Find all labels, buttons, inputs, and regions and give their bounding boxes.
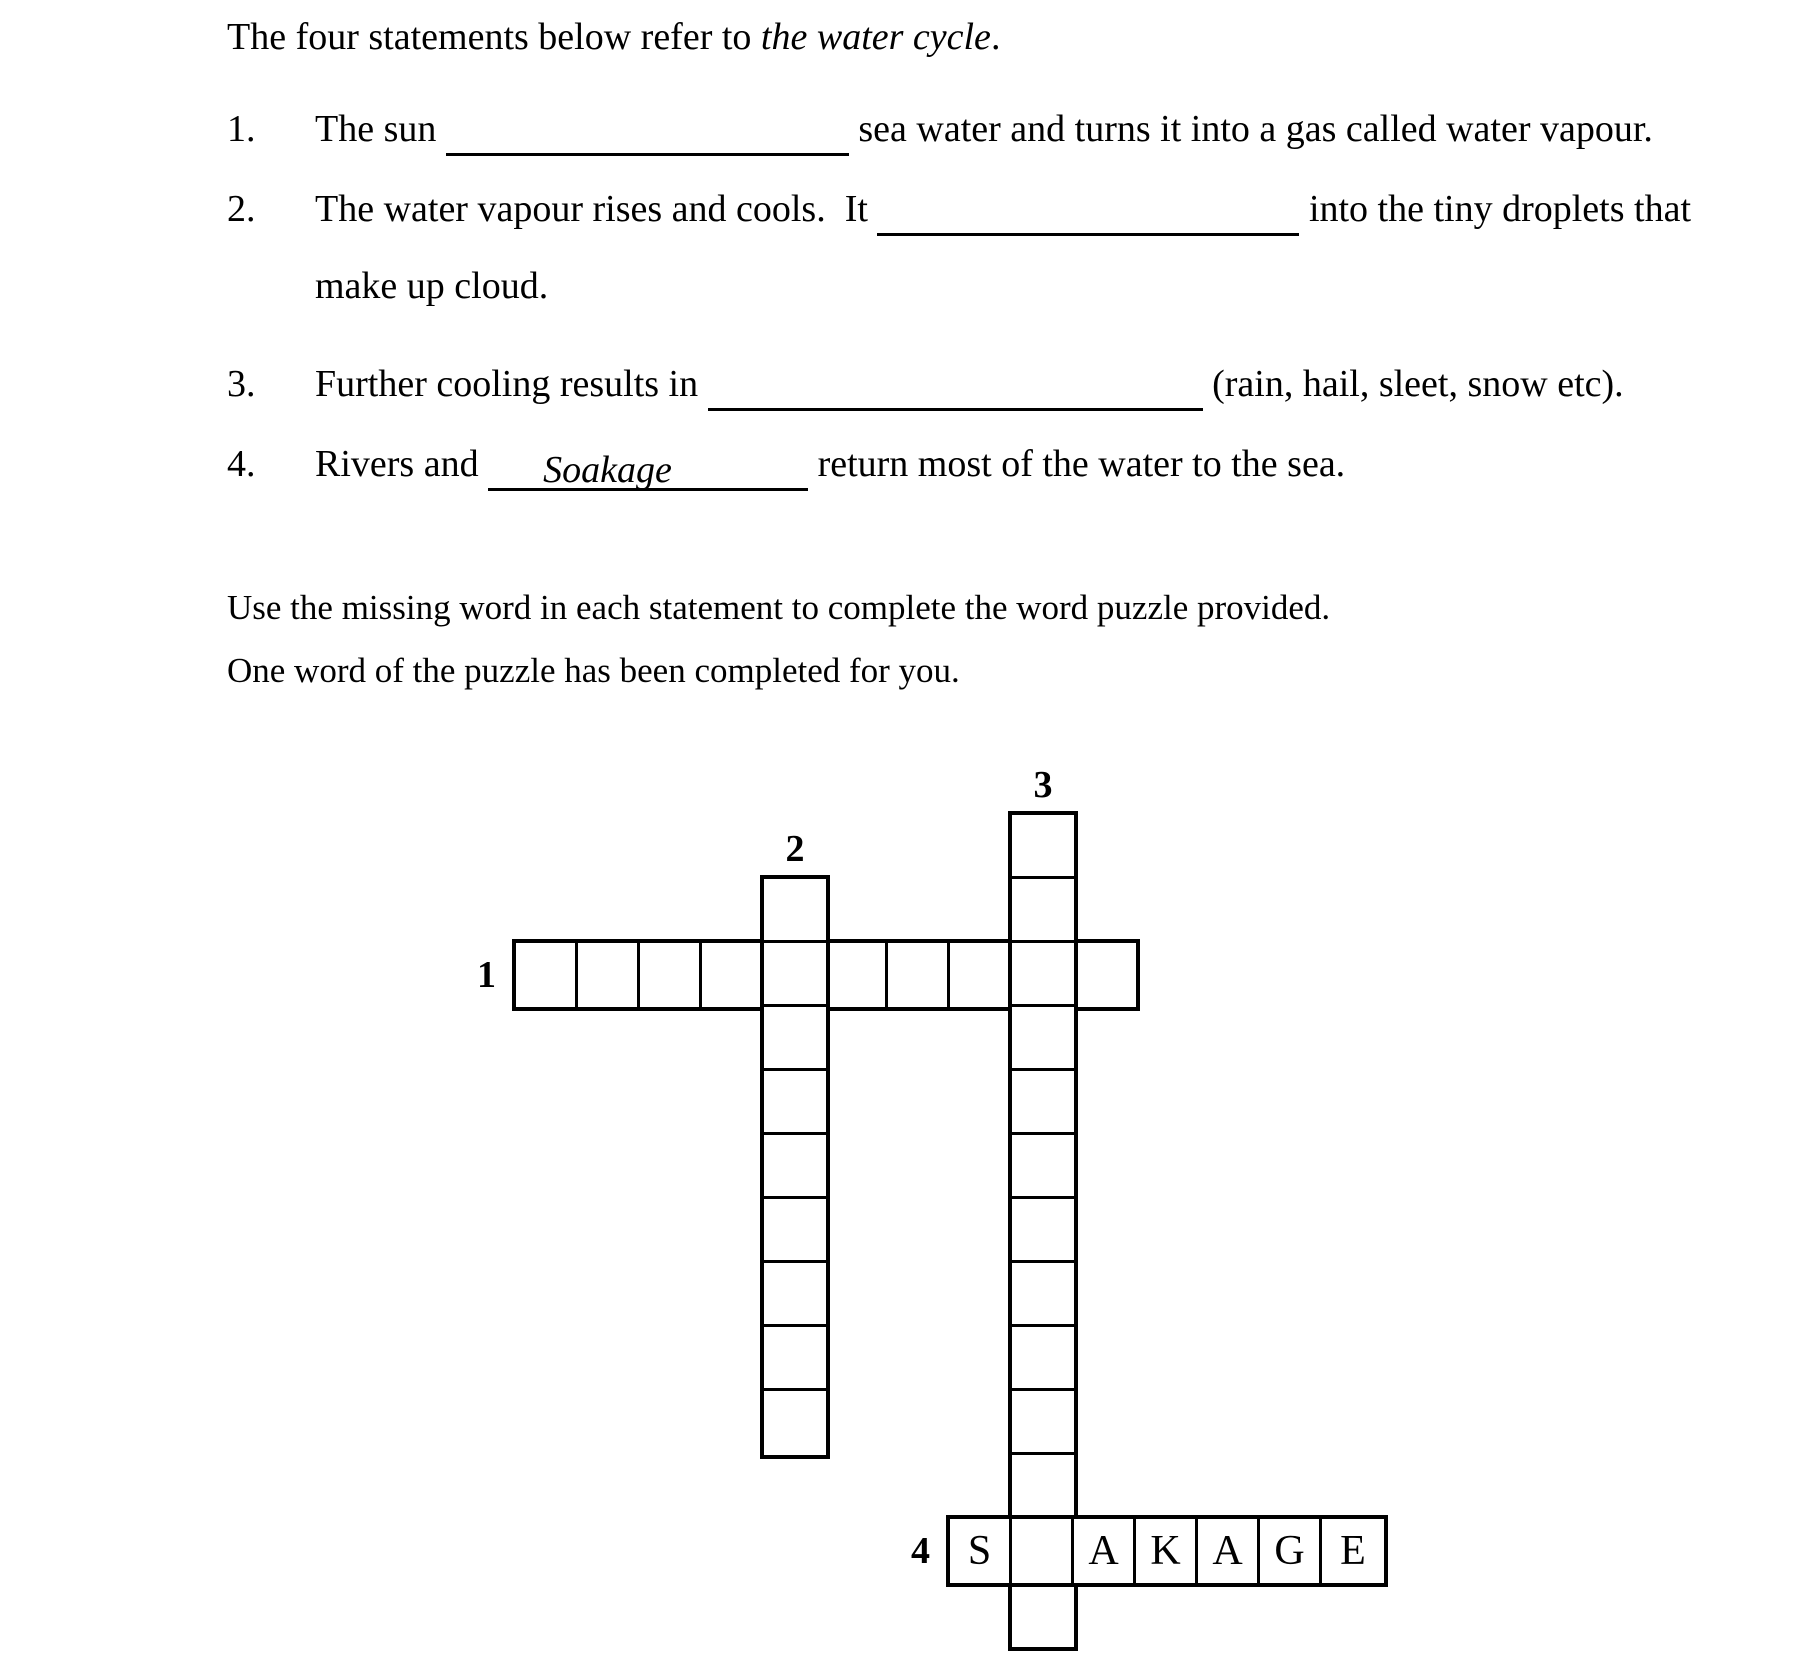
- statement-2-text-pre: The water vapour rises and cools. It: [315, 188, 878, 230]
- statement-4-text-post: return most of the water to the sea.: [808, 443, 1346, 485]
- instruction-line-2: [227, 653, 960, 688]
- puzzle-cell-letter: S: [950, 1519, 1012, 1583]
- puzzle-cell: [1012, 1455, 1074, 1519]
- statement-4-text-pre: Rivers and: [315, 443, 489, 485]
- puzzle-cell-letter: A: [1198, 1519, 1260, 1583]
- statement-2: [227, 190, 1691, 236]
- statement-3: [227, 365, 1624, 411]
- puzzle-cell-letter: [764, 943, 826, 1007]
- puzzle-clue-number-3: 3: [1033, 764, 1053, 806]
- puzzle-clue-number-4: 4: [911, 1530, 930, 1572]
- puzzle-cell: [1012, 1327, 1074, 1391]
- puzzle-cell-letter: K: [1136, 1519, 1198, 1583]
- puzzle-cell: [826, 943, 888, 1007]
- statement-2-continuation-text: make up cloud.: [315, 265, 549, 307]
- puzzle-cell: [764, 1199, 826, 1263]
- statement-2-number: 2.: [227, 188, 256, 230]
- puzzle-cell: [764, 1263, 826, 1327]
- puzzle-cell: [764, 1135, 826, 1199]
- statement-4-answer: Soakage: [543, 449, 672, 492]
- puzzle-clue-number-2: 2: [785, 828, 805, 870]
- statement-3-text-pre: Further cooling results in: [315, 363, 708, 405]
- puzzle-cell: [764, 1007, 826, 1071]
- puzzle-cell: [1012, 815, 1074, 879]
- puzzle-cell: [1012, 1071, 1074, 1135]
- instruction-line-2-text: One word of the puzzle has been completed for you.: [227, 651, 960, 690]
- puzzle-cell-letter: G: [1260, 1519, 1322, 1583]
- puzzle-word-4-across: [946, 1515, 1388, 1587]
- puzzle-cell: [516, 943, 578, 1007]
- puzzle-cell: [1012, 1391, 1074, 1455]
- statement-3-blank: [708, 372, 1203, 411]
- puzzle-cell: [888, 943, 950, 1007]
- puzzle-cell: [1074, 943, 1136, 1007]
- statement-2-continuation: [315, 267, 548, 305]
- statement-3-text-post: (rain, hail, sleet, snow etc).: [1202, 363, 1624, 405]
- puzzle-cell-letter: A: [1074, 1519, 1136, 1583]
- intro-text-post: .: [990, 16, 1001, 58]
- puzzle-cell-letter: [1012, 943, 1074, 1007]
- statement-3-number: 3.: [227, 363, 256, 405]
- puzzle-word-2-down: [760, 875, 830, 1459]
- puzzle-cell: [702, 943, 764, 1007]
- statement-1-number: 1.: [227, 108, 256, 150]
- statement-1-blank: [446, 117, 849, 156]
- puzzle-cell: [640, 943, 702, 1007]
- puzzle-cell: [764, 1327, 826, 1391]
- puzzle-clue-number-1: 1: [477, 954, 496, 996]
- statement-4-blank: [488, 449, 808, 492]
- puzzle-cell: [1012, 1199, 1074, 1263]
- statement-4: [227, 445, 1345, 491]
- puzzle-cell: [1012, 1007, 1074, 1071]
- statement-4-number: 4.: [227, 443, 256, 485]
- instruction-line-1-text: Use the missing word in each statement to complete the word puzzle provided.: [227, 588, 1331, 627]
- puzzle-cell: [764, 879, 826, 943]
- puzzle-cell: [1012, 1263, 1074, 1327]
- puzzle-cell: [1012, 1583, 1074, 1647]
- puzzle-cell: [764, 1391, 826, 1455]
- statement-1: [227, 110, 1653, 156]
- puzzle-cell: [950, 943, 1012, 1007]
- intro-line: [227, 18, 1000, 56]
- puzzle-cell-letter: E: [1340, 1528, 1366, 1574]
- statement-2-blank: [877, 197, 1299, 236]
- puzzle-cell: [578, 943, 640, 1007]
- statement-2-text-post: into the tiny droplets that: [1299, 188, 1691, 230]
- puzzle-cell: [764, 1071, 826, 1135]
- intro-text-italic: the water cycle: [760, 16, 991, 58]
- statement-1-text-pre: The sun: [315, 108, 446, 150]
- puzzle-cell-letter: [1012, 1519, 1074, 1583]
- instruction-line-1: [227, 590, 1330, 625]
- statement-1-text-post: sea water and turns it into a gas called water vapour.: [848, 108, 1653, 150]
- intro-text-pre: The four statements below refer to: [227, 16, 761, 58]
- puzzle-cell: [1012, 1135, 1074, 1199]
- puzzle-cell: [1012, 879, 1074, 943]
